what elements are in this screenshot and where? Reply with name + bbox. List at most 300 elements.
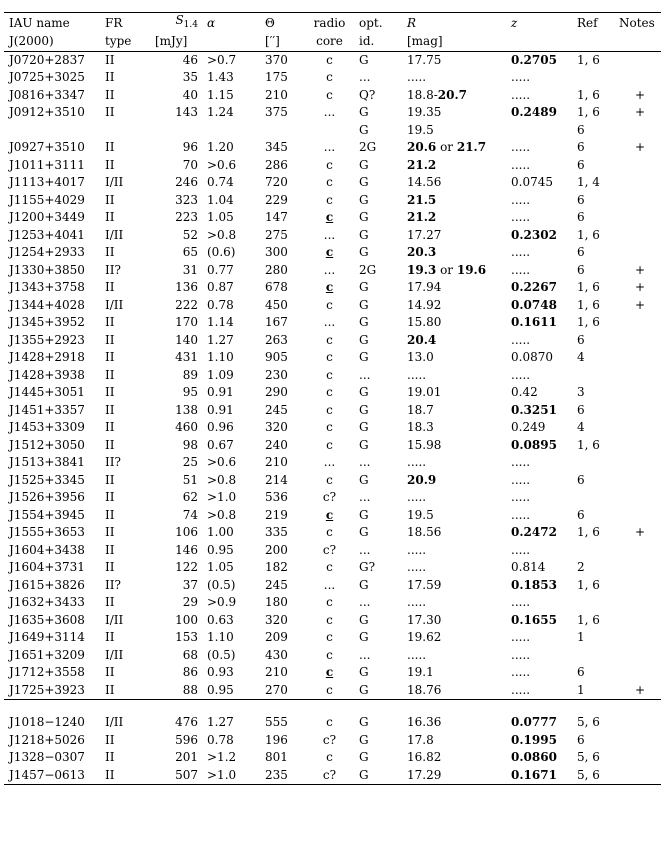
r-magnitude-value: 18.56 [407,525,442,540]
notes-flag [614,367,661,385]
r-magnitude-value: 17.29 [407,767,442,782]
angular-size: 200 [265,542,288,557]
iau-name: J1555+3653 [9,525,85,540]
spectral-index: 0.96 [207,420,234,435]
spectral-index: 1.10 [207,350,234,365]
iau-name: J1155+4029 [9,192,85,207]
angular-size: 905 [265,350,288,365]
r-magnitude-value: 18.3 [407,420,434,435]
r-magnitude-value: 17.8 [407,732,434,747]
fr-type: II [105,490,115,505]
angular-size: 345 [265,140,288,155]
reference: 6 [577,140,585,155]
reference: 1, 6 [577,315,600,330]
radio-core: c [326,367,333,382]
r-magnitude-first: 19.3 [407,262,437,277]
r-magnitude [402,507,506,525]
notes-flag [614,507,661,525]
optical-id: G [359,227,369,242]
spectral-index: 1.14 [207,315,234,330]
flux-density: 74 [182,507,198,522]
flux-density: 88 [150,682,202,700]
iau-name: J1018−1240 [9,715,85,730]
reference: 6 [577,157,585,172]
flux-density: 89 [182,367,198,382]
header-id: id. [354,33,402,51]
radio-core: c [300,682,354,700]
fr-type: II [105,332,115,347]
spectral-index: (0.5) [207,577,236,592]
flux-density: 29 [182,595,198,610]
table-row [4,732,661,750]
optical-id: G [359,665,369,680]
fr-type: II? [105,262,121,277]
header-flux [150,13,202,34]
flux-density: 68 [182,647,198,662]
r-magnitude [402,542,506,560]
r-magnitude [402,69,506,87]
iau-name: J1343+3758 [9,280,85,295]
optical-id: G [359,210,369,225]
r-magnitude [402,749,506,767]
header-ref: Ref [572,13,614,34]
optical-id: G [359,297,369,312]
notes-flag [614,157,661,175]
r-magnitude-value: 16.36 [407,715,442,730]
flux-density: 138 [175,402,198,417]
r-magnitude-value: 21.5 [407,192,437,207]
redshift: 0.1671 [506,767,572,785]
optical-id: G [359,437,369,452]
spectral-index: 0.63 [207,612,234,627]
reference: 1, 6 [577,612,600,627]
flux-density: 25 [182,455,198,470]
flux-density: 31 [182,262,198,277]
notes-flag [614,767,661,785]
reference: 1, 6 [577,52,600,67]
spectral-index: 1.27 [207,332,234,347]
fr-type: II [100,682,150,700]
optical-id: 2G [359,262,377,277]
table-row [4,454,661,472]
table-row [4,542,661,560]
spectral-index: 1.09 [207,367,234,382]
iau-name: J1635+3608 [9,612,85,627]
r-magnitude [402,262,506,280]
fr-type: II [105,402,115,417]
r-magnitude-value: 13.0 [407,350,434,365]
iau-name: J1428+2918 [9,350,85,365]
optical-id: G? [359,560,376,575]
iau-name: J0725+3025 [9,70,85,85]
fr-type: II [105,350,115,365]
r-magnitude [402,279,506,297]
iau-name: J1345+3952 [9,315,85,330]
notes-flag: + [634,262,646,277]
redshift: ..... [511,455,531,470]
optical-id: G [359,525,369,540]
flux-density: 40 [182,87,198,102]
angular-size: 375 [265,105,288,120]
optical-id: G [359,332,369,347]
radio-core: c? [322,490,337,505]
fr-type: II [105,105,115,120]
flux-density: 596 [175,732,198,747]
notes-flag [614,122,661,140]
r-magnitude-or: or [440,262,454,277]
radio-core: c [326,70,333,85]
redshift: ..... [511,647,531,662]
fr-type: II [105,280,115,295]
notes-flag [614,314,661,332]
header-row-2 [4,33,661,51]
table-row [4,559,661,577]
notes-flag: + [634,87,646,102]
flux-density: 65 [182,245,198,260]
radio-core: c [326,560,333,575]
spectral-index: >0.8 [207,507,237,522]
r-magnitude [402,314,506,332]
flux-density: 460 [175,420,198,435]
angular-size: 210 [265,455,288,470]
header-theta: Θ [260,13,300,34]
r-magnitude-second: 19.6 [456,262,487,277]
angular-size: 320 [265,420,288,435]
iau-name: J1254+2933 [9,245,85,260]
redshift: ..... [511,210,531,225]
fr-type: II [105,595,115,610]
notes-flag [614,419,661,437]
notes-flag [614,612,661,630]
iau-name: J1604+3731 [9,560,85,575]
r-magnitude [402,122,506,140]
spectral-index: 1.05 [207,210,234,225]
redshift: ..... [511,157,531,172]
fr-type: II [105,525,115,540]
optical-id: ... [359,490,371,505]
notes-flag [614,437,661,455]
notes-flag [614,732,661,750]
reference: 6 [577,665,585,680]
angular-size: 240 [265,437,288,452]
optical-id: ... [359,595,371,610]
spectral-index: >1.0 [207,490,237,505]
angular-size: 235 [260,767,300,785]
r-magnitude-value: 19.01 [407,385,442,400]
reference: 6 [577,402,585,417]
header-type: type [100,33,150,51]
notes-flag: + [634,297,646,312]
angular-size: 720 [265,175,288,190]
fr-type: II [105,630,115,645]
reference: 6 [577,210,585,225]
radio-core: c [326,630,333,645]
table-row [4,227,661,245]
reference: 4 [577,350,585,365]
optical-id: G [359,157,369,172]
fr-type: II [105,367,115,382]
notes-flag: + [634,280,646,295]
flux-density: 37 [182,577,198,592]
flux-density: 222 [175,297,198,312]
fr-type: II [105,385,115,400]
iau-name: J1513+3841 [9,455,85,470]
optical-id: G [359,175,369,190]
spectral-index: >0.9 [207,595,237,610]
spectral-index [202,122,260,140]
header-fr: FR [100,13,150,34]
r-magnitude-value: 17.94 [407,280,442,295]
flux-density: 52 [182,227,198,242]
iau-name: J1526+3956 [9,490,85,505]
fr-type: II [105,70,115,85]
redshift: ..... [511,507,531,522]
r-magnitude-high: 20.7 [437,87,468,102]
notes-flag [614,489,661,507]
r-magnitude [402,524,506,542]
fr-type: II [105,420,115,435]
angular-size: 210 [265,87,288,102]
reference: 1, 6 [577,577,600,592]
reference [572,594,614,612]
r-magnitude [402,174,506,192]
header-radio: radio [300,13,354,34]
notes-flag [614,209,661,227]
optical-id: Q? [359,87,376,102]
optical-id: ... [359,70,371,85]
flux-density: 86 [182,665,198,680]
reference [572,454,614,472]
redshift: 0.0748 [511,297,557,312]
optical-id: ... [359,455,371,470]
spectral-index: >0.6 [207,157,237,172]
r-magnitude-value: 14.92 [407,297,442,312]
fr-type [100,122,150,140]
spectral-index: 1.20 [207,140,234,155]
angular-size: 286 [265,157,288,172]
flux-density: 98 [182,437,198,452]
r-magnitude-value: 21.2 [407,210,437,225]
spectral-index: 0.78 [207,297,234,312]
spectral-index: 1.10 [207,630,234,645]
r-magnitude-low: 18.8- [407,87,438,102]
flux-density: 95 [182,385,198,400]
r-magnitude [402,384,506,402]
table-row [4,349,661,367]
iau-name: J0720+2837 [9,52,85,67]
radio-core: c [326,750,333,765]
optical-id: 2G [359,140,377,155]
radio-core: c [326,192,333,207]
r-magnitude [402,472,506,490]
fr-type: II [105,140,115,155]
radio-core: c [326,87,333,102]
r-magnitude [402,227,506,245]
r-magnitude-value: 14.56 [407,175,442,190]
r-magnitude [402,51,506,69]
fr-type: II? [105,455,121,470]
optical-id: G [359,630,369,645]
flux-density: 146 [175,542,198,557]
flux-density: 507 [150,767,202,785]
optical-id: ... [359,367,371,382]
table-row [4,437,661,455]
flux-density: 143 [175,105,198,120]
redshift: 0.0870 [511,350,553,365]
iau-name: J1011+3111 [9,157,85,172]
fr-type: II [105,87,115,102]
fr-type: II [105,315,115,330]
reference: 5, 6 [577,715,600,730]
radio-core: c? [322,542,337,557]
optical-id: ... [359,647,371,662]
reference: 1, 6 [577,297,600,312]
radio-core: c [326,297,333,312]
r-magnitude-value: 19.35 [407,105,442,120]
optical-id: G [359,402,369,417]
redshift: 0.0895 [511,437,557,452]
r-magnitude-value: ..... [407,542,427,557]
angular-size: 230 [265,367,288,382]
fr-type: I/II [105,297,124,312]
table-row [4,279,661,297]
radio-core: c [326,52,333,67]
notes-flag [614,69,661,87]
reference: 6 [577,245,585,260]
notes-flag [614,664,661,682]
angular-size: 167 [265,315,288,330]
table-row [4,767,661,785]
angular-size: 175 [265,70,288,85]
optical-id: G [359,750,369,765]
fr-type: II [100,767,150,785]
table-row [4,174,661,192]
iau-name: J0816+3347 [9,87,85,102]
notes-flag [614,332,661,350]
radio-core: c [326,472,333,487]
notes-flag [614,647,661,665]
spectral-index: 0.78 [207,732,234,747]
notes-flag [614,714,661,732]
radio-core: c? [300,767,354,785]
reference: 1 [577,630,585,645]
r-magnitude [402,104,506,122]
header-opt: opt. [354,13,402,34]
r-magnitude [402,349,506,367]
iau-name: J1328−0307 [9,750,85,765]
radio-core: c [326,647,333,662]
notes-flag [614,577,661,595]
iau-name: J1649+3114 [9,630,85,645]
table-row [4,122,661,140]
spectral-index: 1.43 [207,70,234,85]
r-magnitude-value: 18.7 [407,402,434,417]
r-magnitude [402,402,506,420]
table-row [4,367,661,385]
r-magnitude-value: 19.5 [407,122,434,137]
r-magnitude-value: 20.4 [407,332,437,347]
table-row [4,104,661,122]
section-gap [4,700,661,715]
iau-name: J0912+3510 [9,105,85,120]
r-magnitude-value: 19.1 [407,665,434,680]
angular-size: 229 [265,192,288,207]
angular-size: 270 [260,682,300,700]
iau-name [4,122,100,140]
angular-size: 196 [265,732,288,747]
optical-id: G [359,507,369,522]
reference [572,542,614,560]
radio-core: c [326,715,333,730]
optical-id: G [359,385,369,400]
spectral-index: 1.00 [207,525,234,540]
spectral-index: (0.6) [207,245,236,260]
r-magnitude-value: 21.2 [407,157,437,172]
r-magnitude [402,332,506,350]
iau-name: J1451+3357 [9,402,85,417]
iau-name: J1632+3433 [9,595,85,610]
fr-type: II [105,560,115,575]
fr-type: II [105,157,115,172]
reference: 6 [577,732,585,747]
table-row [4,384,661,402]
optical-id: G [359,420,369,435]
iau-name: J1651+3209 [9,647,85,662]
table-row [4,139,661,157]
reference [572,69,614,87]
r-magnitude [402,594,506,612]
iau-name: J1453+3309 [9,420,85,435]
redshift: ..... [511,542,531,557]
header-alpha: α [202,13,260,34]
reference: 5, 6 [572,767,614,785]
notes-flag: + [634,105,646,120]
table-row [4,612,661,630]
angular-size: 450 [265,297,288,312]
spectral-index: 1.05 [207,560,234,575]
table-row [4,489,661,507]
notes-flag [614,51,661,69]
spectral-index: 0.74 [207,175,234,190]
redshift [506,122,572,140]
table-row [4,314,661,332]
redshift: ..... [511,665,531,680]
radio-core: ... [323,455,336,470]
reference [572,489,614,507]
radio-core: c [325,280,334,295]
r-magnitude [402,139,506,157]
flux-density: 136 [175,280,198,295]
table-row [4,69,661,87]
optical-id: G [359,122,369,137]
spectral-index: (0.5) [207,647,236,662]
optical-id: G [359,245,369,260]
radio-core: ... [323,140,336,155]
iau-name: J1330+3850 [9,262,85,277]
angular-size: 280 [265,262,288,277]
spectral-index: >1.2 [207,750,237,765]
radio-core: ... [323,577,336,592]
r-magnitude-value: ..... [407,647,427,662]
r-magnitude [402,437,506,455]
table-row [4,297,661,315]
redshift: 0.2302 [511,227,557,242]
table-row [4,402,661,420]
radio-core: ... [323,227,336,242]
notes-flag [614,244,661,262]
reference: 3 [577,385,585,400]
notes-flag [614,402,661,420]
